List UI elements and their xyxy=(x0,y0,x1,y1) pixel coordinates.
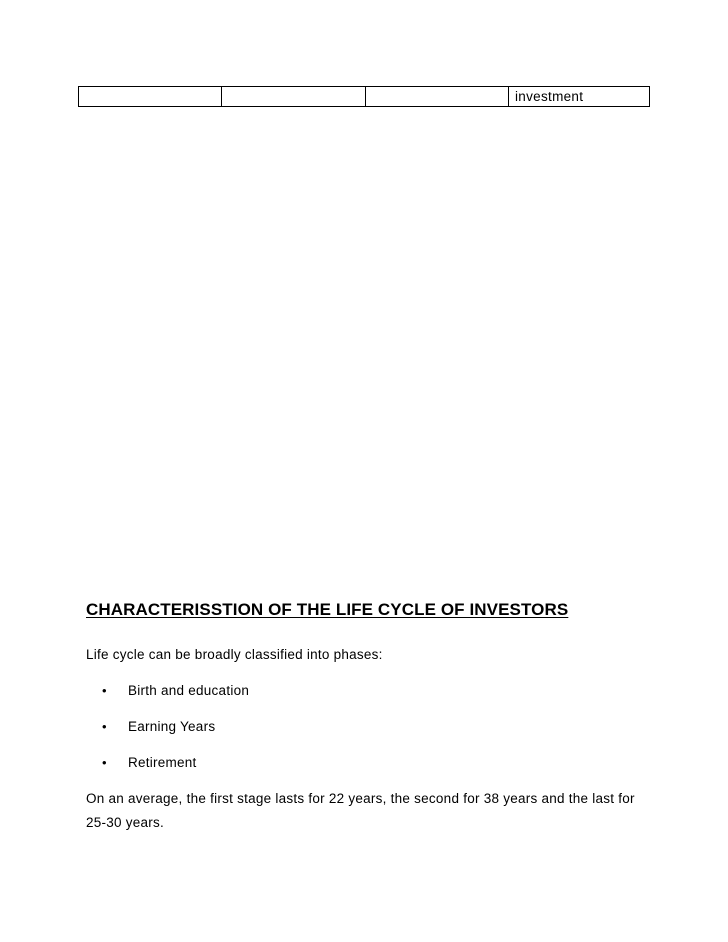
table-cell xyxy=(366,87,509,107)
list-item-label: Retirement xyxy=(128,755,197,770)
list-item-label: Birth and education xyxy=(128,683,250,698)
table-row xyxy=(79,87,650,107)
intro-paragraph: Life cycle can be broadly classified into phases: xyxy=(86,647,383,662)
bullet-icon: • xyxy=(102,683,107,698)
section-heading: CHARACTERISSTION OF THE LIFE CYCLE OF INVESTORS xyxy=(86,600,569,619)
table-fragment xyxy=(78,86,650,107)
list-item-label: Earning Years xyxy=(128,719,216,734)
bullet-icon: • xyxy=(102,755,107,770)
table-cell xyxy=(79,87,222,107)
table-cell: investment xyxy=(509,87,650,107)
table-cell xyxy=(222,87,366,107)
bullet-icon: • xyxy=(102,719,107,734)
closing-paragraph: On an average, the first stage lasts for 22 years, the second for 38 years and the last for 25-30 years. xyxy=(86,791,635,830)
